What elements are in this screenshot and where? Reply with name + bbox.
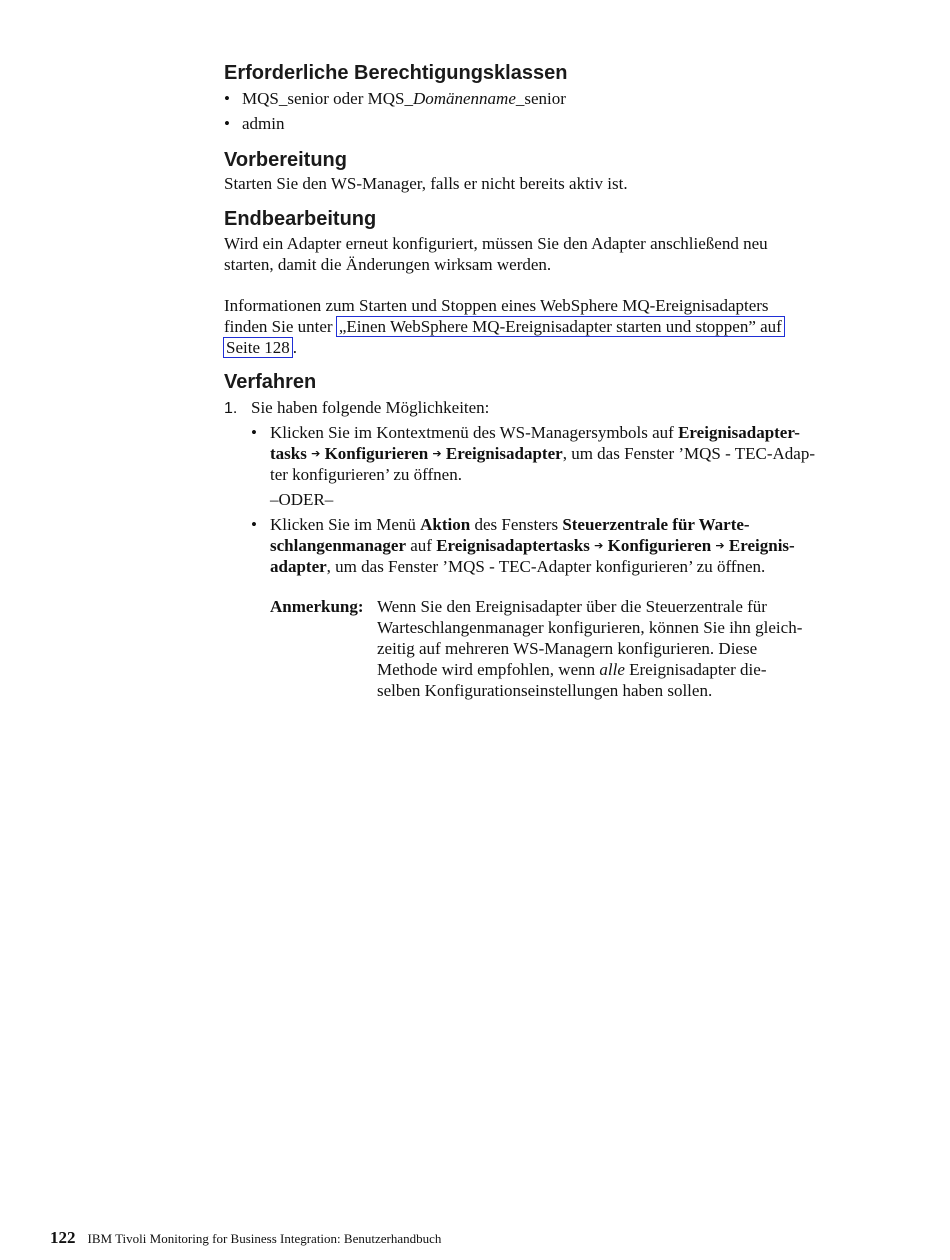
bullet-icon: •	[224, 89, 230, 108]
post-text-line: Wird ein Adapter erneut konfiguriert, müssen Sie den Adapter anschließend neu	[224, 234, 768, 253]
section-title-permissions: Erforderliche Berechtigungsklassen	[224, 62, 568, 84]
bullet-icon: •	[251, 515, 257, 534]
or-separator: –ODER–	[270, 490, 334, 509]
step-1: 1. Sie haben folgende Möglichkeiten:	[224, 398, 490, 417]
step-number: 1.	[224, 400, 238, 417]
arrow-right-icon: ➔	[311, 447, 321, 460]
cross-reference-link[interactable]: „Einen WebSphere MQ-Ereignisadapter starten und stoppen” auf	[336, 316, 785, 337]
cross-reference-link-page[interactable]: Seite 128	[223, 337, 293, 358]
page-number: 122	[50, 1228, 76, 1247]
info-text-line: finden Sie unter „Einen WebSphere MQ-Ereignisadapter starten und stoppen” auf	[224, 316, 785, 337]
bullet-icon: •	[224, 114, 230, 133]
post-text-line: starten, damit die Änderungen wirksam werden.	[224, 255, 552, 274]
note-body: Wenn Sie den Ereignisadapter über die Steuerzentrale für Warteschlangenmanager konfigurieren, können Sie ihn gleich- zeitig auf mehreren WS-Managern konfigurieren. Diese Methode wird empfohlen, wenn alle Ereignisadapter die- selben Konfigurationseinstellungen haben sollen.	[377, 597, 803, 700]
arrow-right-icon: ➔	[594, 539, 604, 552]
info-text-line: Informationen zum Starten und Stoppen eines WebSphere MQ-Ereignisadapters	[224, 296, 769, 315]
preparation-text: Starten Sie den WS-Manager, falls er nicht bereits aktiv ist.	[224, 174, 628, 193]
book-title: IBM Tivoli Monitoring for Business Integration: Benutzerhandbuch	[87, 1231, 442, 1246]
info-text-line: Seite 128 .	[224, 337, 297, 358]
note-label: Anmerkung:	[270, 597, 364, 616]
section-title-post-processing: Endbearbeitung	[224, 208, 377, 230]
arrow-right-icon: ➔	[715, 539, 725, 552]
page-footer	[50, 1228, 441, 1249]
section-title-preparation: Vorbereitung	[224, 149, 347, 171]
arrow-right-icon: ➔	[432, 447, 442, 460]
section-title-procedure: Verfahren	[224, 371, 317, 393]
bullet-icon: •	[251, 423, 257, 442]
